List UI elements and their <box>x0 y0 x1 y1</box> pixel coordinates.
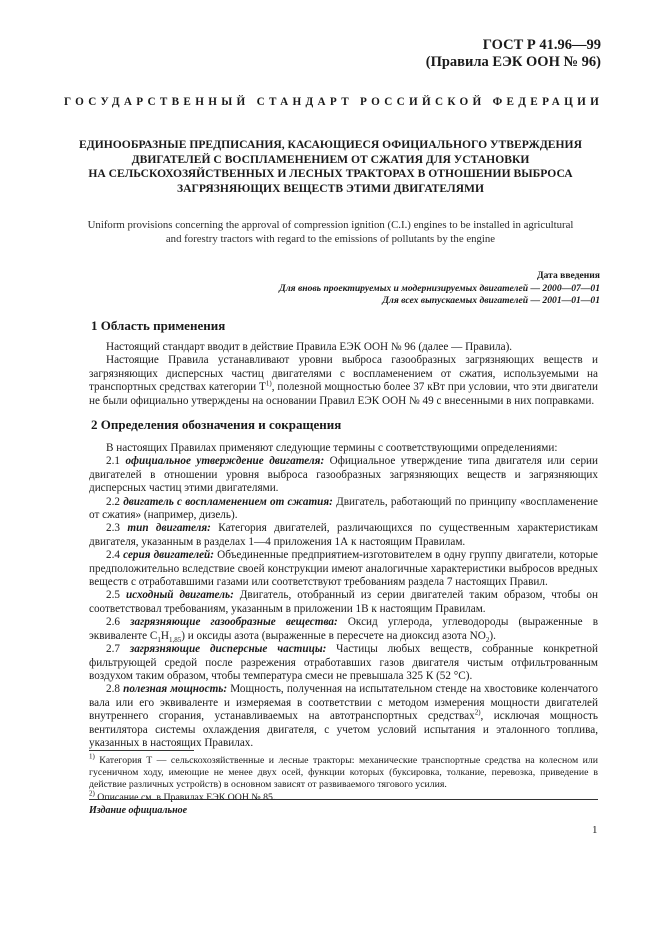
definition-2-5 <box>89 589 598 616</box>
definition-text: Объединенные предприятием-изготовителем в одну группу двигатели, которые предположительно вследствие своей конструкции имеют аналогичные характеристики выбросов вредных веществ с отработавшими газами или соответствуют требованиям раздела 7 настоящих Правил. <box>89 549 599 589</box>
footnote-ref: 2) <box>474 708 481 717</box>
definition-number: 2.2 <box>106 495 120 508</box>
title-en-line: and forestry tractors with regard to the emissions of pollutants by the engine <box>165 233 496 245</box>
definition-term: загрязняющие газообразные вещества: <box>130 616 338 629</box>
state-standard-title: ГОСУДАРСТВЕННЫЙ СТАНДАРТ РОССИЙСКОЙ ФЕДЕРАЦИИ <box>64 96 604 108</box>
document-title-ru <box>50 138 611 196</box>
definition-number: 2.7 <box>106 643 120 656</box>
definition-number: 2.1 <box>106 455 120 468</box>
definition-text: ) и оксиды азота (выраженные в пересчете на диоксид азота NO <box>181 629 486 642</box>
definition-text: , исключая мощность вентилятора системы охлаждения двигателя, с учетом условий испытания и эталонного топлива, указанных в настоящих Правилах. <box>89 710 598 749</box>
definition-term: исходный двигатель: <box>125 589 234 602</box>
definition-term: загрязняющие дисперсные частицы: <box>129 643 327 656</box>
definition-text: Двигатель, отобранный из серии двигателей таким образом, чтобы он соответствовал требованиям, указанным в приложении 1В к настоящим Правилам. <box>89 589 598 615</box>
standard-code-line2: (Правила ЕЭК ООН № 96) <box>425 54 601 70</box>
footnote-text: Категория Т — сельскохозяйственные и лесные тракторы: механические транспортные средства на колесном или гусеничном ходу, имеющие не менее двух осей, функции которых (буксировка, толкание, перевозка, приведение в действие различных устройств) в основном зависят от развиваемого тягового усилия. <box>89 755 598 791</box>
definition-term: тип двигателя: <box>127 522 211 535</box>
definition-text: Частицы любых веществ, собранные конкретной фильтрующей средой после разрежения отработавших газов двигателя чистым отфильтрованным воздухом таким образом, чтобы температура смеси не превышала 325 К (52 °С). <box>89 643 598 682</box>
footnote-divider <box>89 750 194 751</box>
title-line: ЗАГРЯЗНЯЮЩИХ ВЕЩЕСТВ ЭТИМИ ДВИГАТЕЛЯМИ <box>177 181 484 195</box>
definition-number: 2.4 <box>106 549 120 562</box>
definition-text: H <box>160 629 169 642</box>
definition-2-6 <box>89 616 598 643</box>
dates-label: Дата введения <box>536 270 600 281</box>
section-1-heading: 1 Область применения <box>91 318 226 333</box>
definition-text: Оксид углерода, углеводороды (выраженные в эквиваленте C <box>89 616 599 642</box>
title-line: ДВИГАТЕЛЕЙ С ВОСПЛАМЕНЕНИЕМ ОТ СЖАТИЯ ДЛЯ УСТАНОВКИ <box>131 152 530 166</box>
date-line-all: Для всех выпускаемых двигателей — 2001—01—01 <box>382 295 600 306</box>
footnote-mark: 1) <box>89 752 95 761</box>
section-2-body <box>89 442 598 750</box>
definition-2-1 <box>89 455 598 495</box>
footnote-2 <box>89 789 598 804</box>
subscript: 1 <box>157 635 161 644</box>
introduction-dates <box>279 270 600 308</box>
section-2-heading: 2 Определения обозначения и сокращения <box>91 417 342 432</box>
section-2-intro: В настоящих Правилах применяют следующие термины с соответствующими определениями: <box>106 442 558 454</box>
definition-text: Категория двигателей, различающихся по существенным характеристикам двигателя, указанным в разделах 1—4 приложения 1А к настоящим Правилам. <box>89 522 598 548</box>
definition-text: Мощность, полученная на испытательном стенде на хвостовике коленчатого вала или его эквиваленте и измеряемая в соответствии с методом измерения мощности двигателей внутреннего сгорания, устанавливаемых на автотранспортных средствах <box>89 683 599 723</box>
definition-number: 2.8 <box>106 683 120 696</box>
definition-number: 2.3 <box>106 522 120 535</box>
definition-term: серия двигателей: <box>123 549 215 562</box>
title-line: НА СЕЛЬСКОХОЗЯЙСТВЕННЫХ И ЛЕСНЫХ ТРАКТОРАХ В ОТНОШЕНИИ ВЫБРОСА <box>88 167 573 180</box>
title-en-line: Uniform provisions concerning the approval of compression ignition (C.I.) engines to be installed in agricultural <box>87 219 574 231</box>
section-1-p1: Настоящий стандарт вводит в действие Правила ЕЭК ООН № 96 (далее — Правила). <box>106 341 513 353</box>
definition-text: Официальное утверждение типа двигателя или серии двигателей в отношении уровня выброса газообразных загрязняющих веществ и загрязняющих дисперсных частиц этими двигателями. <box>89 455 599 495</box>
definition-number: 2.5 <box>106 589 120 602</box>
standard-code <box>426 37 601 71</box>
edition-label: Издание официальное <box>89 805 188 816</box>
definition-2-8 <box>89 683 598 750</box>
footnote-text: Описание см. в Правилах ЕЭК ООН № 85. <box>94 791 276 803</box>
definition-number: 2.6 <box>106 616 120 629</box>
edition-divider <box>89 799 598 800</box>
definition-term: двигатель с воспламенением от сжатия: <box>123 495 333 508</box>
standard-code-line1: ГОСТ Р 41.96—99 <box>482 37 601 53</box>
definition-2-4 <box>89 549 598 589</box>
title-line: ЕДИНООБРАЗНЫЕ ПРЕДПИСАНИЯ, КАСАЮЩИЕСЯ ОФИЦИАЛЬНОГО УТВЕРЖДЕНИЯ <box>79 138 582 151</box>
section-1-body <box>89 341 598 408</box>
definition-term: полезная мощность: <box>123 683 228 696</box>
definition-2-3 <box>89 522 598 549</box>
document-title-en <box>78 218 583 246</box>
date-line-new: Для вновь проектируемых и модернизируемых двигателей — 2000—07—01 <box>279 282 600 294</box>
footnotes <box>89 752 598 804</box>
definition-text: Двигатель, работающий по принципу «воспламенение от сжатия» (например, дизель). <box>89 495 598 522</box>
footnote-1 <box>89 752 598 792</box>
subscript: 2 <box>485 635 490 644</box>
section-1-p2 <box>89 354 598 408</box>
definition-2-2 <box>89 496 598 523</box>
subscript: 1,85 <box>168 635 182 644</box>
footnote-mark: 2) <box>89 789 95 798</box>
p2-text-b: , полезной мощностью более 37 кВт при условии, что эти двигатели не были официально утверждены на основании Правил ЕЭК ООН № 49 с внесенными в них поправками. <box>89 381 598 407</box>
page-number: 1 <box>592 824 598 836</box>
definition-text: ). <box>489 629 496 642</box>
definition-term: официальное утверждение двигателя: <box>125 455 325 468</box>
definition-2-7 <box>89 643 598 683</box>
footnote-ref: 1) <box>265 379 272 388</box>
p2-text-a: Настоящие Правила устанавливают уровни выброса газообразных загрязняющих веществ и загрязняющих дисперсных частиц двигателями с воспламенением от сжатия, используемыми на транспортных средствах категории Т <box>89 354 598 394</box>
